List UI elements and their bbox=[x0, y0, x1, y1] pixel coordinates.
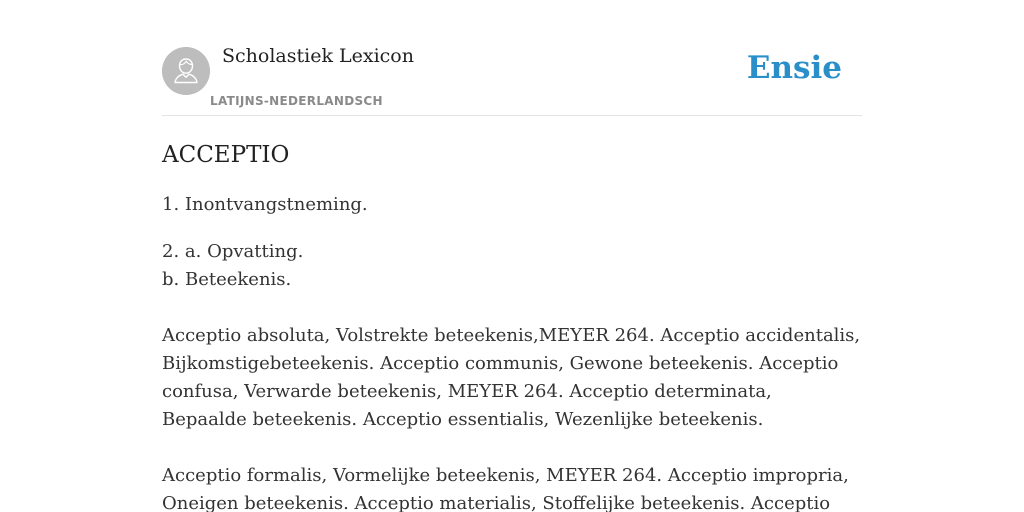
sense-2a: 2. a. Opvatting. bbox=[162, 241, 304, 262]
dictionary-title-link[interactable]: Scholastiek Lexicon bbox=[222, 45, 414, 67]
user-icon bbox=[162, 47, 210, 95]
sense-2b: b. Beteekenis. bbox=[162, 269, 292, 290]
entry-body bbox=[162, 191, 862, 512]
content-column bbox=[162, 0, 862, 512]
entry-paragraph-1: Acceptio absoluta, Volstrekte beteekenis,MEYER 264. Acceptio accidentalis, Bijkomstigebeteekenis. Acceptio communis, Gewone beteekenis. Acceptio confusa, Verwarde beteekenis, MEYER 264. Acceptio determinata, Bepaalde beteekenis. Acceptio essentialis, Wezenlijke beteekenis. bbox=[162, 325, 861, 430]
sense-2 bbox=[162, 238, 862, 294]
brand-logo-link[interactable]: Ensie bbox=[746, 50, 842, 86]
entry-headword: ACCEPTIO bbox=[162, 142, 290, 168]
sense-1: 1. Inontvangstneming. bbox=[162, 194, 368, 215]
dictionary-subtitle: LATIJNS-NEDERLANDSCH bbox=[210, 94, 383, 108]
avatar[interactable] bbox=[162, 47, 210, 95]
dictionary-header bbox=[162, 0, 862, 116]
entry-paragraph-2: Acceptio formalis, Vormelijke beteekenis, MEYER 264. Acceptio impropria, Oneigen beteekenis. Acceptio materialis, Stoffelijke beteekenis. Acceptio bbox=[162, 465, 849, 512]
